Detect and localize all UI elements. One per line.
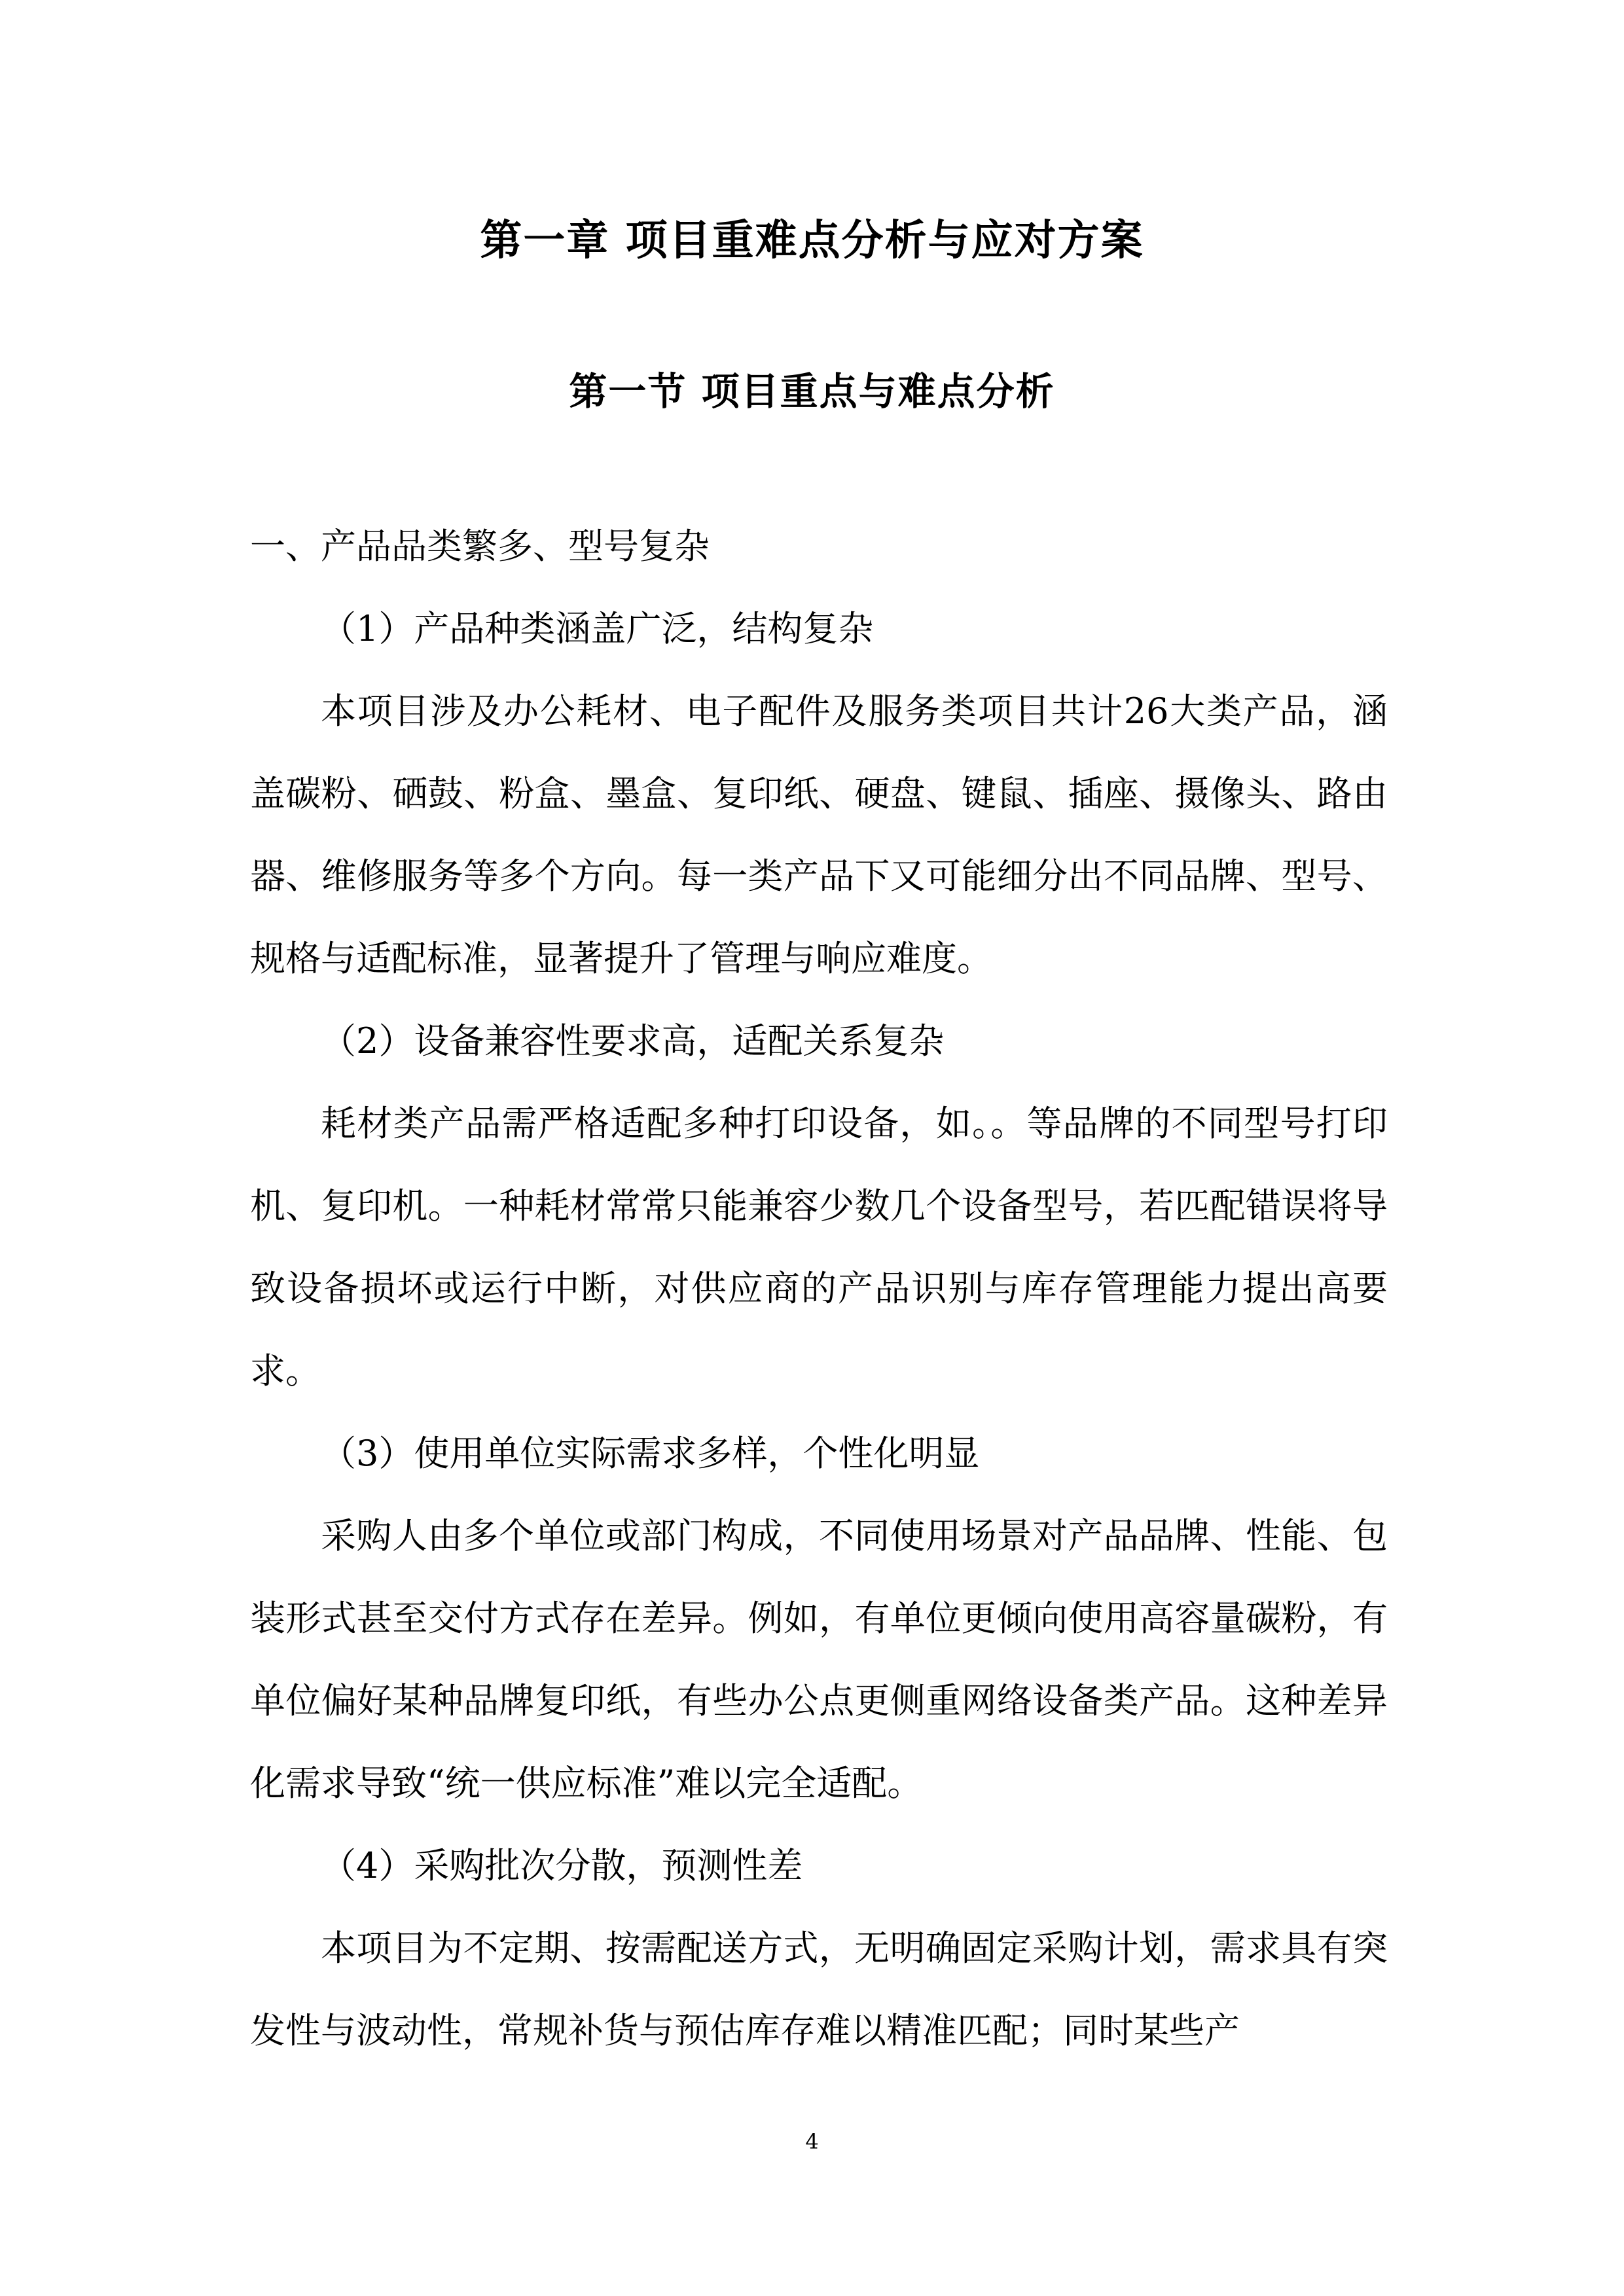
paragraph-2: 耗材类产品需严格适配多种打印设备，如。。等品牌的不同型号打印机、复印机。一种耗材常常只能兼容少数几个设备型号，若匹配错误将导致设备损坏或运行中断，对供应商的产品识别与库存管理能力提出高要求。	[250, 1103, 1388, 1391]
paragraph-1: 本项目涉及办公耗材、电子配件及服务类项目共计26大类产品，涵盖碳粉、硒鼓、粉盒、墨盒、复印纸、硬盘、键鼠、插座、摄像头、路由器、维修服务等多个方向。每一类产品下又可能细分出不同品牌、型号、规格与适配标准，显著提升了管理与响应难度。	[250, 691, 1388, 979]
subheading-2: （2）设备兼容性要求高，适配关系复杂	[321, 1020, 945, 1062]
subheading-1: （1）产品种类涵盖广泛，结构复杂	[321, 608, 874, 649]
chapter-title: 第一章 项目重难点分析与应对方案	[480, 216, 1144, 265]
section-title: 第一节 项目重点与难点分析	[569, 369, 1055, 414]
paragraph-4: 本项目为不定期、按需配送方式，无明确固定采购计划，需求具有突发性与波动性，常规补货与预估库存难以精准匹配；同时某些产	[250, 1928, 1388, 2051]
paragraph-3: 采购人由多个单位或部门构成，不同使用场景对产品品牌、性能、包装形式甚至交付方式存在差异。例如，有单位更倾向使用高容量碳粉，有单位偏好某种品牌复印纸，有些办公点更侧重网络设备类产品。这种差异化需求导致“统一供应标准”难以完全适配。	[250, 1515, 1388, 1804]
document-body	[250, 505, 1388, 2072]
subheading-3: （3）使用单位实际需求多样，个性化明显	[321, 1433, 980, 1474]
heading-level-1: 一、产品品类繁多、型号复杂	[250, 526, 710, 567]
subheading-4: （4）采购批次分散，预测性差	[321, 1845, 803, 1886]
page-number: 4	[805, 2129, 819, 2154]
